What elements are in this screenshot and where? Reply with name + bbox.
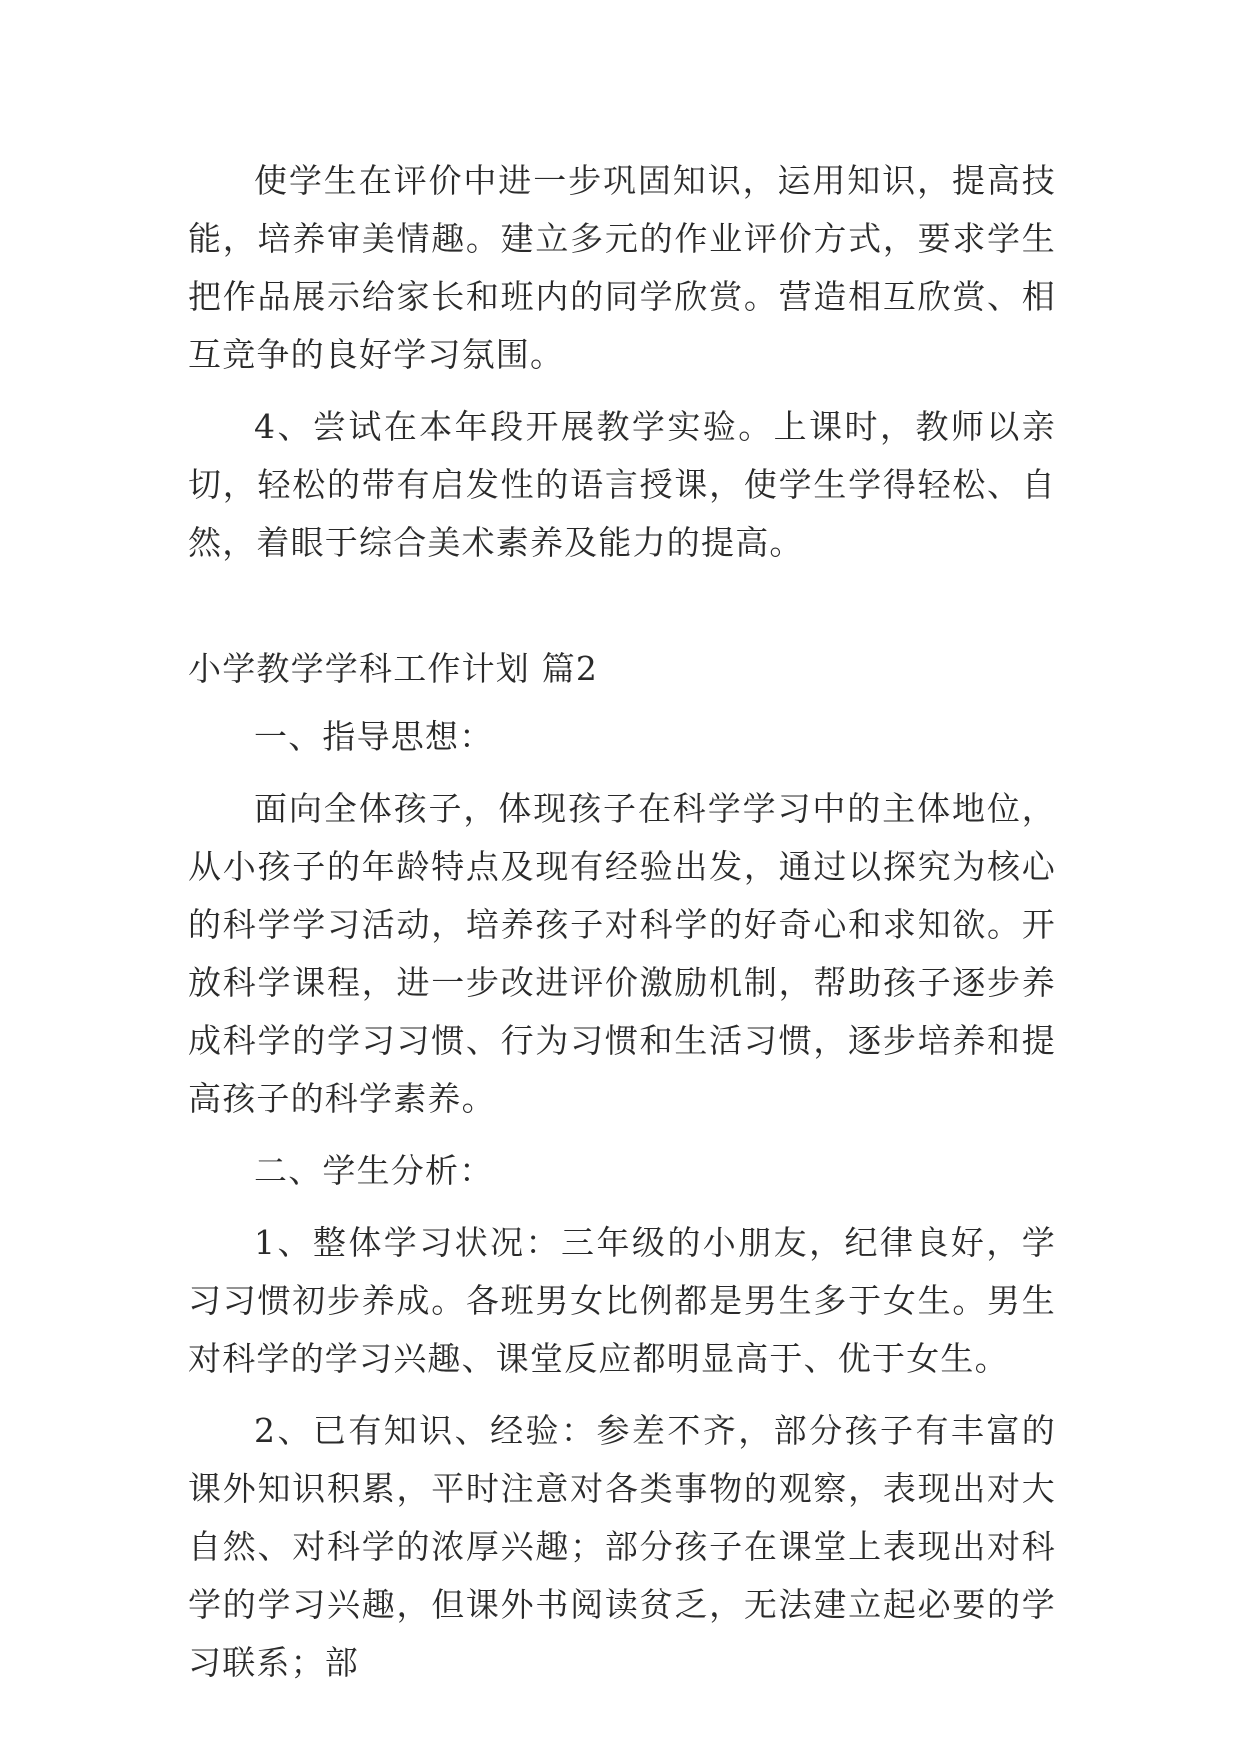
heading-guiding-thought: 一、指导思想： bbox=[254, 717, 494, 756]
paragraph-prior-knowledge: 2、已有知识、经验：参差不齐，部分孩子有丰富的课外知识积累，平时注意对各类事物的观察，表现出对大自然、对科学的浓厚兴趣；部分孩子在课堂上表现出对科学的学习兴趣，但课外书阅读贫乏，无法建立起必要的学习联系；部 bbox=[188, 1411, 1056, 1682]
section-title: 小学教学学科工作计划 篇2 bbox=[188, 649, 599, 688]
paragraph-overall-status: 1、整体学习状况：三年级的小朋友，纪律良好，学习习惯初步养成。各班男女比例都是男生多于女生。男生对科学的学习兴趣、课堂反应都明显高于、优于女生。 bbox=[188, 1223, 1056, 1378]
document-body bbox=[188, 152, 1056, 1706]
heading-student-analysis: 二、学生分析： bbox=[254, 1151, 494, 1190]
paragraph-teaching-experiment: 4、尝试在本年段开展教学实验。上课时，教师以亲切，轻松的带有启发性的语言授课，使学生学得轻松、自然，着眼于综合美术素养及能力的提高。 bbox=[188, 407, 1056, 562]
paragraph-guiding-thought: 面向全体孩子，体现孩子在科学学习中的主体地位，从小孩子的年龄特点及现有经验出发，通过以探究为核心的科学学习活动，培养孩子对科学的好奇心和求知欲。开放科学课程，进一步改进评价激励机制，帮助孩子逐步养成科学的学习习惯、行为习惯和生活习惯，逐步培养和提高孩子的科学素养。 bbox=[188, 789, 1056, 1118]
paragraph-evaluation: 使学生在评价中进一步巩固知识，运用知识，提高技能，培养审美情趣。建立多元的作业评价方式，要求学生把作品展示给家长和班内的同学欣赏。营造相互欣赏、相互竞争的良好学习氛围。 bbox=[188, 161, 1056, 374]
section-spacer bbox=[188, 586, 1056, 640]
